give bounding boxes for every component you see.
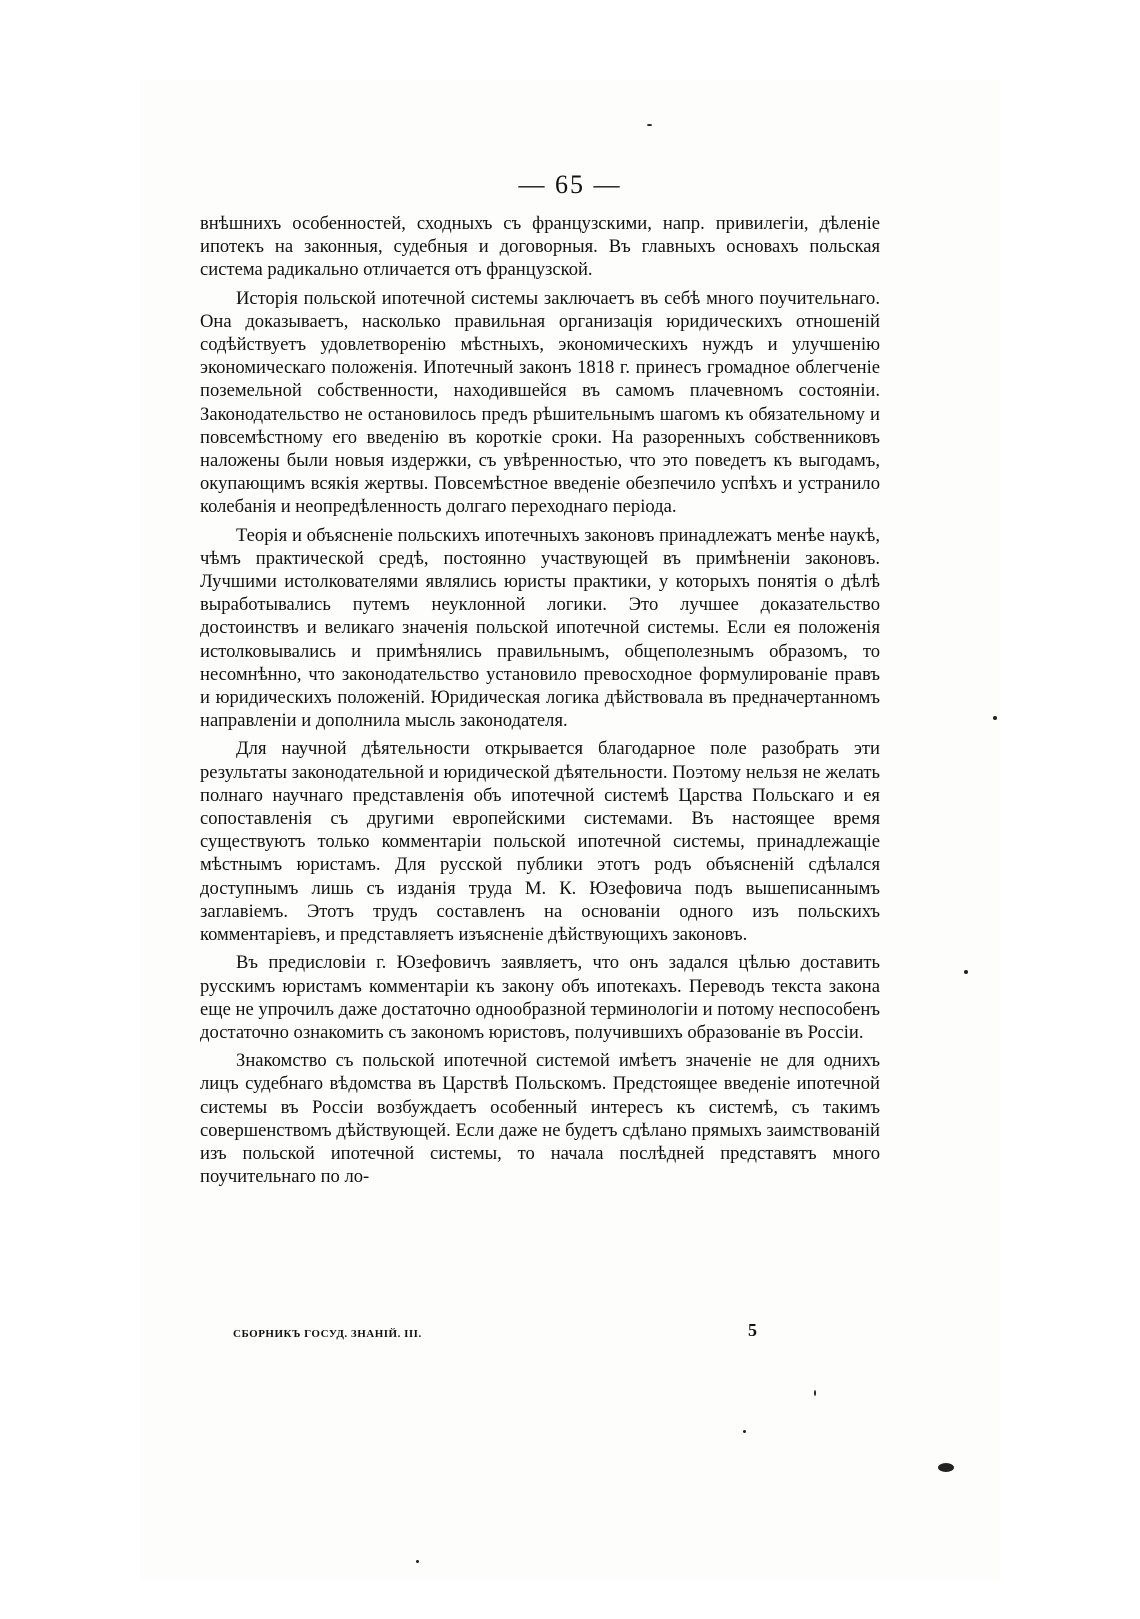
paragraph: Теорія и объясненіе польскихъ ипотечныхъ законовъ принадлежатъ менѣе наукѣ, чѣмъ практической средѣ, постоянно участвующей въ примѣненіи законовъ. Лучшими истолкователями являлись юристы практики, у которыхъ понятія о дѣлѣ выработывались путемъ неуклонной логики. Это лучшее доказательство достоинствъ и великаго значенія польской ипотечной системы. Если ея положенія истолковывались и примѣнялись правильнымъ, общеполезнымъ образомъ, то несомнѣнно, что законодательство установило превосходное формулированіе правъ и юридическихъ положеній. Юридическая логика дѣйствовала въ предначертанномъ направленіи и дополнила мысль законодателя.	[200, 524, 880, 732]
scan-speck	[814, 1390, 816, 1396]
paragraph: Для научной дѣятельности открывается благодарное поле разобрать эти результаты законодательной и юридической дѣятельности. Поэтому нельзя не желать полнаго научнаго представленія объ ипотечной системѣ Царства Польскаго и ея сопоставленія съ другими европейскими системами. Въ настоящее время существуютъ только комментаріи польской ипотечной системы, принадлежащіе мѣстнымъ юристамъ. Для русской публики этотъ родъ объясненій сдѣлался доступнымъ лишь съ изданія труда М. К. Юзефовича подъ вышеписаннымъ заглавіемъ. Этотъ трудъ составленъ на основаніи одного изъ польскихъ комментаріевъ, и представляетъ изъясненіе дѣйствующихъ законовъ.	[200, 738, 880, 946]
page-number: — 65 —	[518, 170, 622, 199]
scan-speck	[743, 1430, 746, 1433]
body-text	[200, 212, 880, 1188]
paragraph: внѣшнихъ особенностей, сходныхъ съ французскими, напр. привилегіи, дѣленіе ипотекъ на законныя, судебныя и договорныя. Въ главныхъ основахъ польская система радикально отличается отъ французской.	[200, 213, 880, 281]
scan-speck	[647, 124, 652, 126]
footer-signature: 5	[748, 1320, 757, 1340]
document-page	[140, 80, 1000, 1580]
paragraph: Знакомство съ польской ипотечной системой имѣетъ значеніе не для однихъ лицъ судебнаго вѣдомства въ Царствѣ Польскомъ. Предстоящее введеніе ипотечной системы въ Россіи возбуждаетъ особенный интересъ къ системѣ, съ такимъ совершенствомъ дѣйствующей. Если даже не будетъ сдѣлано прямыхъ заимствованій изъ польской ипотечной системы, то начала послѣдней представятъ много поучительнаго по ло-	[200, 1050, 880, 1188]
scan-speck	[964, 970, 968, 974]
paragraph: Исторія польской ипотечной системы заключаетъ въ себѣ много поучительнаго. Она доказываетъ, насколько правильная организація юридическихъ отношеній содѣйствуетъ удовлетворенію мѣстныхъ, экономическихъ нуждъ и улучшенію экономическаго положенія. Ипотечный законъ 1818 г. принесъ громадное облегченіе поземельной собственности, находившейся въ самомъ плачевномъ состояніи. Законодательство не остановилось предъ рѣшительнымъ шагомъ къ обязательному и повсемѣстному его введенію въ короткіе сроки. На разоренныхъ собственниковъ наложены были новыя издержки, съ увѣренностью, что это поведетъ къ выгодамъ, окупающимъ всякія жертвы. Повсемѣстное введеніе обезпечило успѣхъ и устранило колебанія и неопредѣленность долгаго переходнаго періода.	[200, 287, 880, 518]
scan-speck	[416, 1560, 419, 1563]
scan-speck	[938, 1463, 954, 1472]
paragraph: Въ предисловіи г. Юзефовичъ заявляетъ, что онъ задался цѣлью доставить русскимъ юристамъ комментаріи къ закону объ ипотекахъ. Переводъ текста закона еще не упрочилъ даже достаточно однообразной терминологіи и потому неспособенъ достаточно ознакомить съ закономъ юристовъ, получившихъ образованіе въ Россіи.	[200, 952, 880, 1043]
scan-speck	[993, 716, 997, 720]
footer-source: СБОРНИКЪ ГОСУД. ЗНАНІЙ. III.	[233, 1328, 422, 1340]
